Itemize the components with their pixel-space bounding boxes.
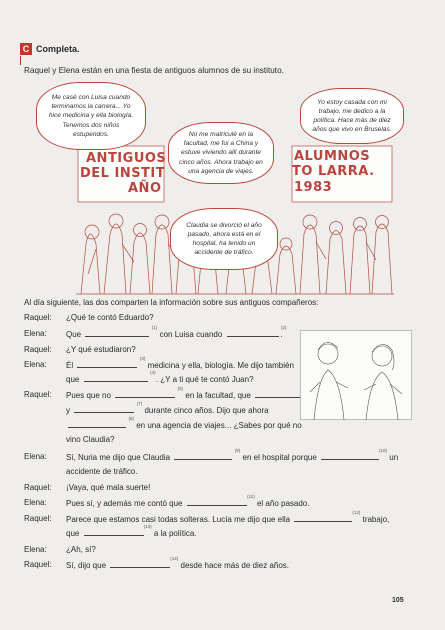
banner-right-line-2: TO LARRA. bbox=[292, 164, 375, 179]
blank-number: (11) bbox=[247, 494, 255, 499]
dialogue-text: Que bbox=[66, 330, 82, 339]
speaker-elena: Elena: bbox=[24, 545, 47, 554]
dialogue-text: . ¿Y a ti qué te contó Juan? bbox=[155, 375, 254, 384]
exercise-title: Completa. bbox=[36, 44, 80, 54]
banner-left-line-3: AÑO bbox=[128, 181, 162, 196]
speech-bubble-nuria: Claudia se divorció el año pasado, ahora está en el hospital, ha tenido un accidente de tráfico. bbox=[170, 208, 278, 270]
speaker-raquel: Raquel: bbox=[24, 345, 52, 354]
dialogue-text: Sí, Nuria me dijo que Claudia bbox=[66, 453, 171, 462]
answer-blank-10[interactable] bbox=[321, 448, 388, 460]
dialogue-text: con Luisa cuando bbox=[159, 330, 223, 339]
speaker-raquel: Raquel: bbox=[24, 483, 52, 492]
dialogue-text: Pues que no bbox=[66, 391, 111, 400]
answer-blank-4[interactable] bbox=[84, 370, 156, 382]
speaker-raquel: Raquel: bbox=[24, 514, 52, 523]
dialogue-line: ¿Y qué estudiaron? bbox=[66, 345, 136, 354]
page-number: 105 bbox=[392, 597, 404, 604]
blank-number: (14) bbox=[170, 556, 179, 561]
answer-blank-11[interactable] bbox=[187, 494, 255, 506]
dialogue-text: medicina y ella, biología. Me dijo también bbox=[147, 361, 294, 370]
dialogue-text: en el hospital porque bbox=[242, 453, 317, 462]
dialogue-text: a la política. bbox=[153, 529, 197, 538]
answer-blank-9[interactable] bbox=[174, 448, 241, 460]
blank-number: (8) bbox=[128, 416, 134, 421]
dialogue-line: ¿Ah, sí? bbox=[66, 545, 96, 554]
banner-left-line-1: ANTIGUOS bbox=[86, 151, 167, 166]
speaker-elena: Elena: bbox=[24, 498, 47, 507]
exercise-intro: Raquel y Elena están en una fiesta de antiguos alumnos de su instituto. bbox=[24, 66, 284, 75]
dialogue-line bbox=[66, 556, 290, 571]
speaker-elena: Elena: bbox=[24, 329, 47, 338]
exercise-badge: C bbox=[20, 43, 32, 55]
dialogue-line bbox=[66, 510, 390, 525]
dialogue-line: ¿Qué te contó Eduardo? bbox=[66, 313, 154, 322]
speaker-elena: Elena: bbox=[24, 452, 47, 461]
dialogue-text: y bbox=[66, 406, 70, 415]
dialogue-text: Parece que estamos casi todas solteras. Lucía me dijo que ella bbox=[66, 515, 291, 524]
dialogue-intro: Al día siguiente, las dos comparten la información sobre sus antiguos compañeros: bbox=[24, 298, 319, 307]
two-women-illustration bbox=[300, 330, 412, 420]
dialogue-line: Que (1) con Luisa cuando (2) . bbox=[66, 325, 287, 339]
dialogue-text: durante cinco años. Dijo que ahora bbox=[144, 406, 269, 415]
dialogue-text: en la facultad, que bbox=[185, 391, 251, 400]
blank-number: (3) bbox=[139, 356, 146, 361]
blank-number: (9) bbox=[234, 448, 241, 453]
answer-blank-5[interactable] bbox=[115, 386, 184, 398]
answer-blank-8[interactable] bbox=[68, 416, 134, 428]
speaker-elena: Elena: bbox=[24, 360, 47, 369]
dialogue-line: vino Claudia? bbox=[66, 435, 115, 444]
banner-right-line-1: ALUMNOS bbox=[294, 149, 371, 164]
blank-number: (13) bbox=[143, 524, 152, 529]
dialogue-line bbox=[66, 356, 294, 371]
dialogue-text: Pues sí, y además me contó que bbox=[66, 499, 183, 508]
answer-blank-14[interactable] bbox=[110, 556, 179, 568]
dialogue-text: en una agencia de viajes... ¿Sabes por qué no bbox=[136, 421, 302, 430]
answer-blank-6[interactable] bbox=[255, 390, 303, 398]
dialogue-line bbox=[66, 416, 302, 431]
speaker-raquel: Raquel: bbox=[24, 390, 52, 399]
dialogue-text: que bbox=[66, 529, 80, 538]
banner-right-line-3: 1983 bbox=[294, 180, 333, 195]
speaker-raquel: Raquel: bbox=[24, 560, 52, 569]
dialogue-line bbox=[66, 524, 197, 539]
dialogue-line bbox=[66, 370, 254, 385]
speech-bubble-lucia: Yo estoy casada con mi trabajo, me dedico a la política. Hace más de diez años que vivo en Bruselas. bbox=[300, 88, 404, 144]
dialogue-line bbox=[66, 494, 310, 509]
dialogue-text: desde hace más de diez años. bbox=[180, 561, 290, 570]
dialogue-text: el año pasado. bbox=[256, 499, 310, 508]
dialogue-text: un bbox=[389, 453, 399, 462]
answer-blank-13[interactable] bbox=[84, 524, 152, 536]
answer-blank-3[interactable] bbox=[77, 356, 146, 368]
answer-blank-2[interactable] bbox=[227, 325, 287, 337]
accent-rule bbox=[20, 56, 21, 65]
dialogue-text: Sí, dijo que bbox=[66, 561, 107, 570]
answer-blank-7[interactable] bbox=[74, 401, 143, 413]
speech-bubble-juan: No me matriculé en la facultad, me fui a China y estuve viviendo allí durante cinco años. Ahora trabajo en una agencia de viajes. bbox=[168, 122, 274, 184]
blank-number: (5) bbox=[177, 386, 184, 391]
answer-blank-12[interactable] bbox=[294, 510, 361, 522]
blank-number: (12) bbox=[352, 510, 361, 515]
blank-number: (7) bbox=[136, 401, 143, 406]
dialogue-text: trabajo, bbox=[362, 515, 390, 524]
dialogue-text: Él bbox=[66, 361, 74, 370]
dialogue-line: ¡Vaya, qué mala suerte! bbox=[66, 483, 151, 492]
dialogue-text: que bbox=[66, 375, 80, 384]
speaker-raquel: Raquel: bbox=[24, 313, 52, 322]
speech-bubble-eduardo: Me casé con Luisa cuando terminamos la carrera... Yo hice medicina y ella biología. Tenemos dos niños estupendos. bbox=[36, 82, 146, 150]
banner-left-line-2: DEL INSTIT bbox=[80, 166, 166, 181]
dialogue-line bbox=[66, 401, 269, 416]
blank-number: (2) bbox=[281, 325, 287, 330]
dialogue-line bbox=[66, 448, 399, 463]
blank-number: (1) bbox=[151, 325, 158, 330]
dialogue-line bbox=[66, 386, 305, 401]
blank-number: (4) bbox=[150, 370, 156, 375]
answer-blank-1[interactable] bbox=[85, 325, 158, 337]
dialogue-line: accidente de tráfico. bbox=[66, 467, 138, 476]
blank-number: (10) bbox=[379, 448, 388, 453]
